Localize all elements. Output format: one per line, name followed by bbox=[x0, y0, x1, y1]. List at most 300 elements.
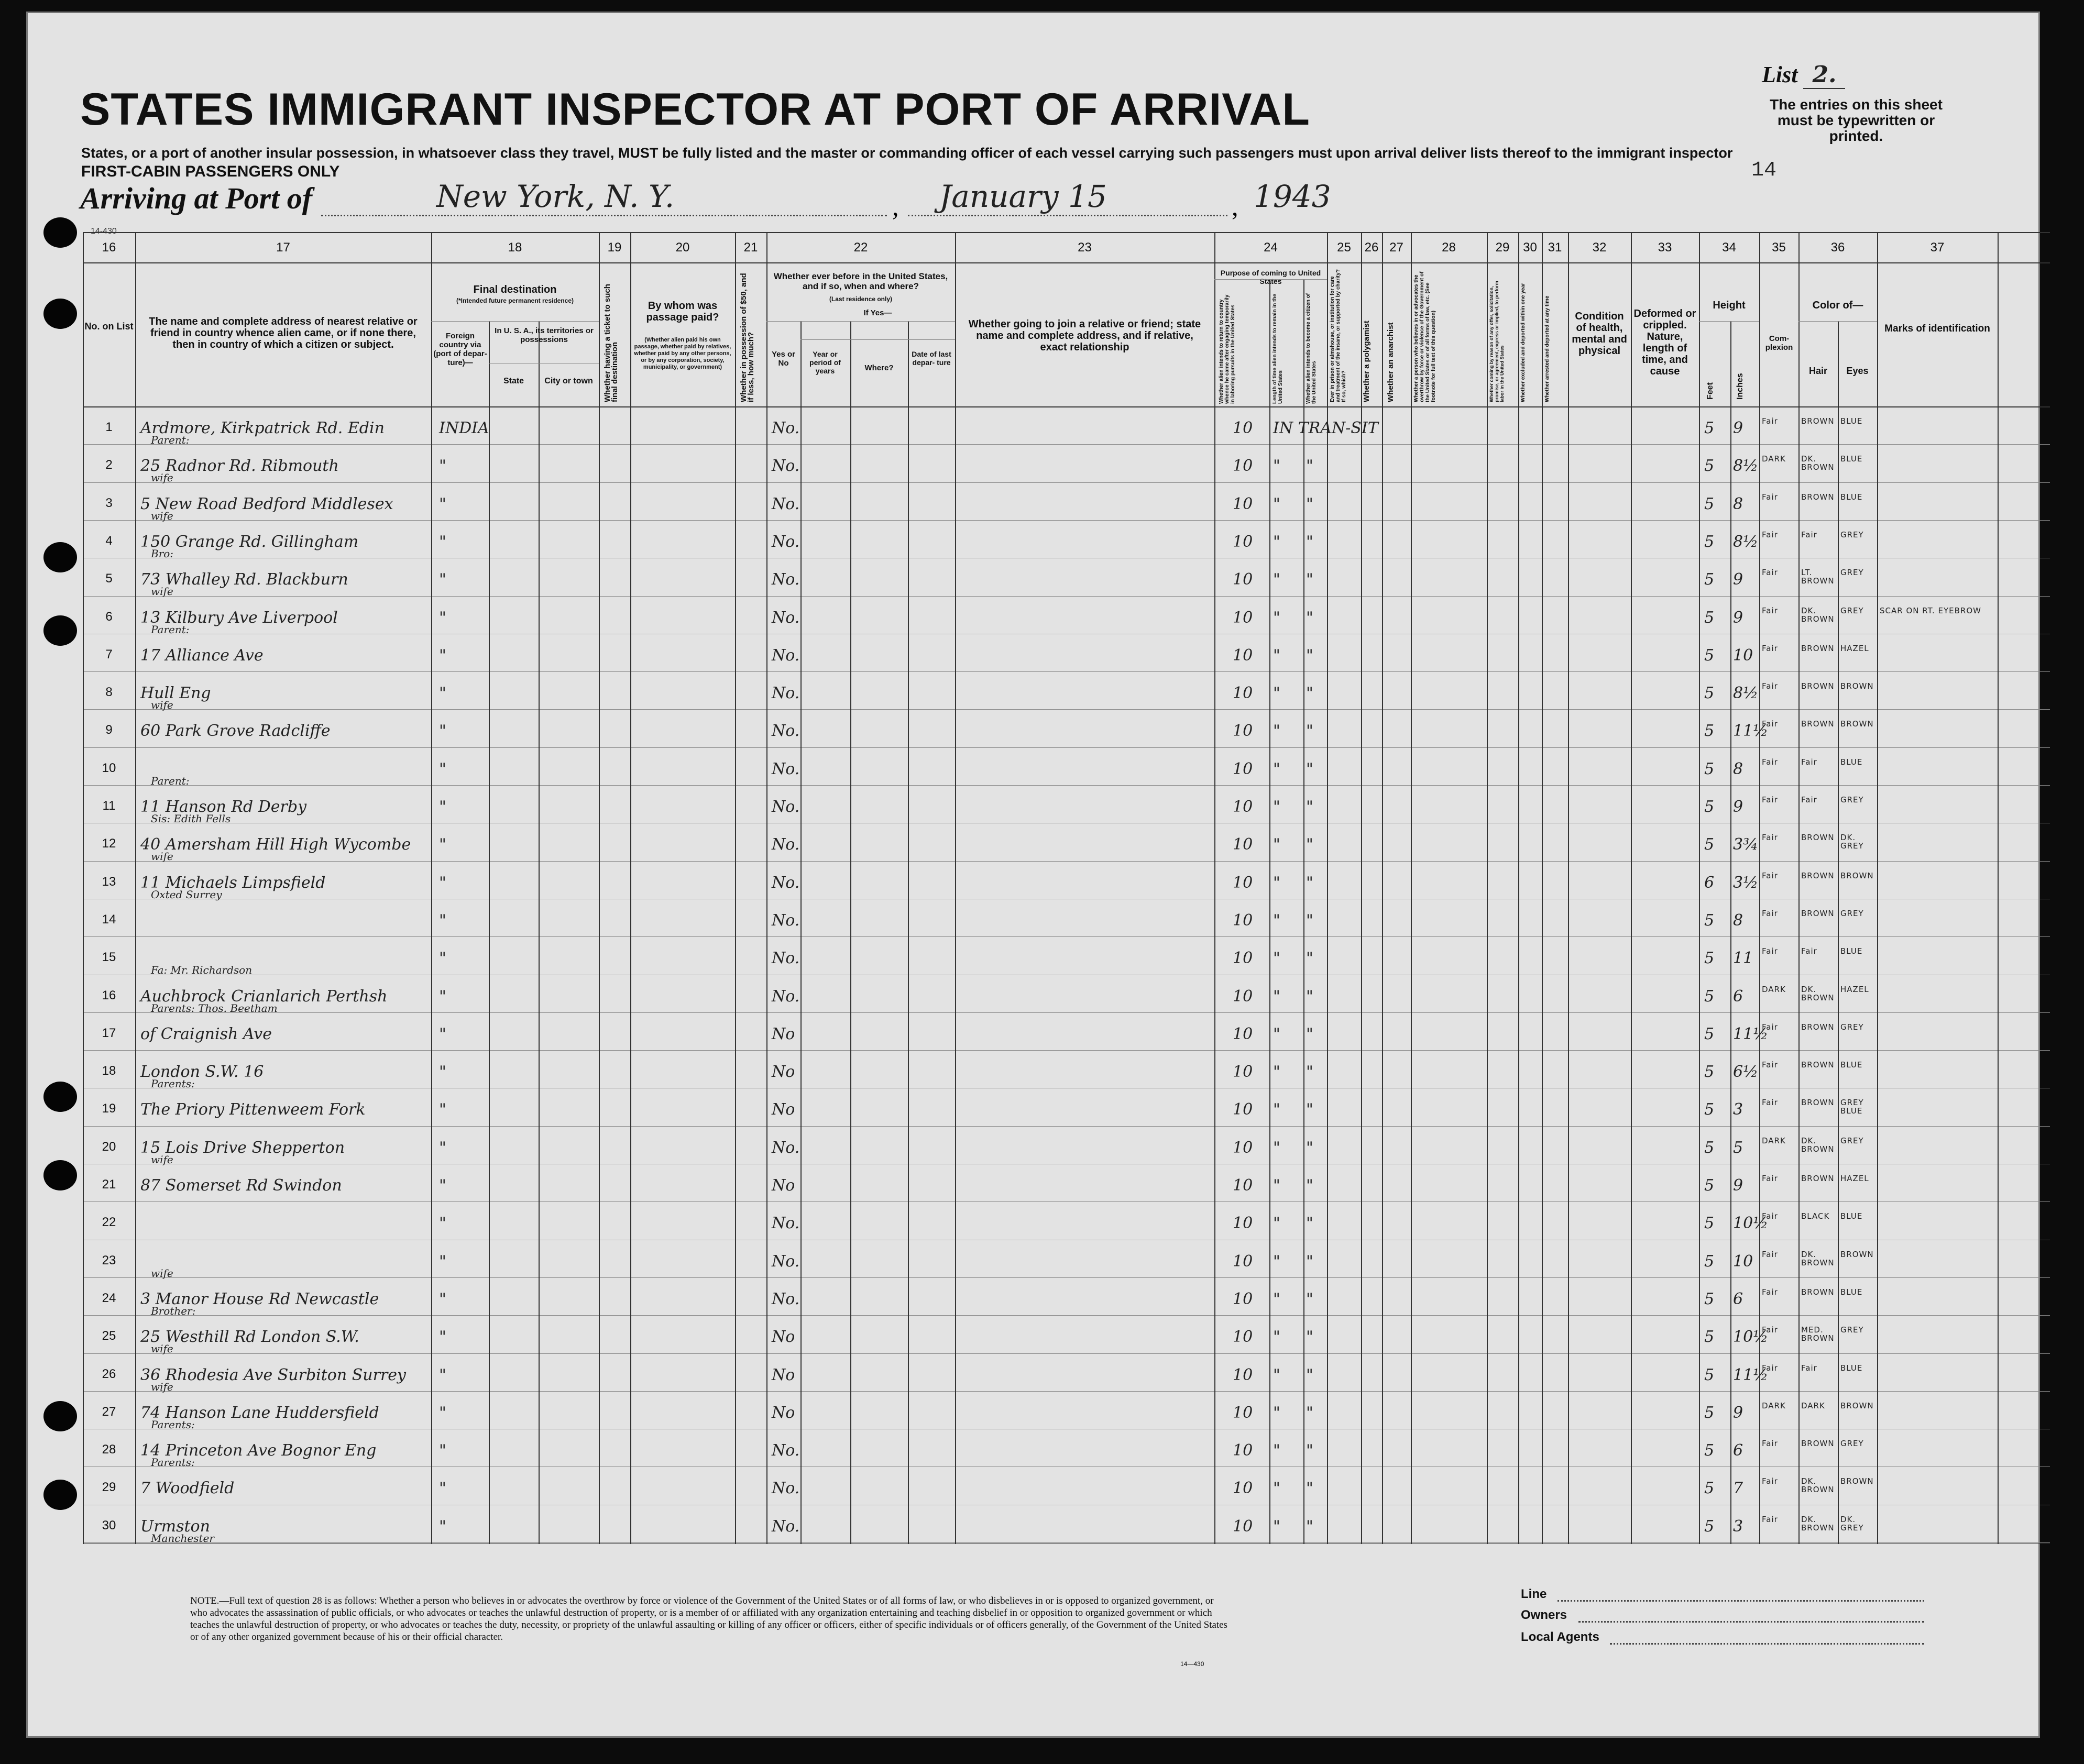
cell-addr: 25 Radnor Rd. Ribmouth bbox=[140, 457, 339, 476]
cell-comp: Fair bbox=[1762, 833, 1778, 843]
cell-yn: No. bbox=[772, 1517, 800, 1536]
col-num: 35 bbox=[1772, 240, 1786, 255]
cell-addr: 74 Hanson Lane Huddersfield bbox=[140, 1403, 379, 1422]
cell-in: 6½ bbox=[1733, 1063, 1759, 1082]
cell-ft: 5 bbox=[1704, 570, 1715, 589]
hdr-purpose-b: Length of time alien intends to remain in the United States bbox=[1272, 293, 1284, 404]
cell-addr-note: wife bbox=[151, 1342, 173, 1355]
cell-in: 10 bbox=[1733, 1252, 1753, 1271]
cell-comp: Fair bbox=[1762, 1211, 1778, 1221]
cell-yn: No. bbox=[772, 532, 800, 551]
cell-country: " bbox=[439, 1441, 446, 1460]
cell-comp: Fair bbox=[1762, 1174, 1778, 1183]
cell-ft: 5 bbox=[1704, 1517, 1715, 1536]
cell-ft: 5 bbox=[1704, 646, 1715, 665]
cell-p3: " bbox=[1306, 873, 1313, 892]
cell-yn: No. bbox=[772, 873, 800, 892]
cell-p3: " bbox=[1306, 1441, 1313, 1460]
cell-in: 8 bbox=[1733, 494, 1743, 513]
col-num: 32 bbox=[1592, 240, 1607, 255]
hdr-hair: Hair bbox=[1808, 366, 1827, 376]
cell-no: 12 bbox=[102, 836, 116, 851]
col-num: 33 bbox=[1658, 240, 1672, 255]
cell-addr: Auchbrock Crianlarich Perthsh bbox=[140, 987, 388, 1006]
cell-ft: 5 bbox=[1704, 1063, 1715, 1082]
cell-eyes: BROWN bbox=[1840, 681, 1874, 691]
hdr-city: City or town bbox=[544, 377, 593, 385]
hdr-by-whom: By whom was passage paid? bbox=[646, 300, 719, 323]
cell-in: 9 bbox=[1733, 798, 1743, 816]
cell-p1: 10 bbox=[1233, 608, 1253, 627]
cell-country: " bbox=[439, 1479, 446, 1498]
cell-comp: DARK bbox=[1762, 454, 1786, 464]
cell-comp: Fair bbox=[1762, 1249, 1778, 1259]
cell-hair: DK. BROWN bbox=[1801, 1135, 1835, 1154]
hdr-if-yes: If Yes— bbox=[863, 308, 892, 317]
cell-p1: 10 bbox=[1233, 646, 1253, 665]
cell-p2: " bbox=[1273, 1441, 1280, 1460]
cell-p3: " bbox=[1306, 1214, 1313, 1233]
typewritten-note: The entries on this sheet must be typewritten or printed. bbox=[1770, 96, 1943, 144]
cell-p2: " bbox=[1273, 1063, 1280, 1082]
cell-in: 11½ bbox=[1733, 722, 1769, 741]
hdr-complexion: Com- plexion bbox=[1765, 334, 1793, 352]
cell-comp: Fair bbox=[1762, 416, 1778, 426]
cell-addr-note: Sis: Edith Fells bbox=[151, 812, 231, 825]
cell-ft: 5 bbox=[1704, 798, 1715, 816]
col-num: 20 bbox=[675, 240, 690, 255]
cell-no: 9 bbox=[105, 723, 113, 737]
cell-yn: No bbox=[772, 1100, 795, 1119]
cell-in: 8½ bbox=[1733, 532, 1759, 551]
cell-eyes: GREY bbox=[1840, 1325, 1864, 1335]
col-num: 26 bbox=[1364, 240, 1379, 255]
list-label: List bbox=[1762, 62, 1798, 87]
cell-country: " bbox=[439, 608, 446, 627]
cell-in: 10½ bbox=[1733, 1328, 1769, 1347]
cell-p2: " bbox=[1273, 722, 1280, 741]
col-num: 34 bbox=[1722, 240, 1736, 255]
cell-p2: " bbox=[1273, 1214, 1280, 1233]
cell-hair: DK. BROWN bbox=[1801, 454, 1835, 472]
cell-p3: " bbox=[1306, 949, 1313, 968]
cell-no: 25 bbox=[102, 1329, 116, 1343]
cell-country: " bbox=[439, 835, 446, 854]
cell-p1: 10 bbox=[1233, 1441, 1253, 1460]
cell-country: " bbox=[439, 494, 446, 513]
cell-no: 6 bbox=[105, 609, 113, 624]
row-rule bbox=[83, 936, 2050, 937]
cell-hair: Fair bbox=[1801, 757, 1817, 767]
cell-no: 16 bbox=[102, 988, 116, 1002]
hdr-marks: Marks of identification bbox=[1884, 323, 1990, 334]
binder-hole-icon bbox=[43, 1160, 77, 1190]
cell-p1: 10 bbox=[1233, 1517, 1253, 1536]
col-num: 31 bbox=[1548, 240, 1562, 255]
cell-no: 8 bbox=[105, 685, 113, 700]
cell-yn: No bbox=[772, 1403, 795, 1422]
cell-no: 7 bbox=[105, 647, 113, 662]
cell-ft: 5 bbox=[1704, 494, 1715, 513]
cell-yn: No. bbox=[772, 911, 800, 930]
cell-yn: No. bbox=[772, 1138, 800, 1157]
col-num: 25 bbox=[1337, 240, 1351, 255]
cell-addr: 17 Alliance Ave bbox=[140, 646, 264, 665]
cell-addr: 150 Grange Rd. Gillingham bbox=[140, 532, 359, 551]
cell-yn: No. bbox=[772, 722, 800, 741]
cell-hair: Fair bbox=[1801, 530, 1817, 539]
cell-p1: 10 bbox=[1233, 532, 1253, 551]
cell-addr-note: Fa: Mr. Richardson bbox=[151, 964, 253, 977]
port-of-arrival: New York, N. Y. bbox=[436, 179, 675, 214]
cell-no: 15 bbox=[102, 950, 116, 965]
col-num: 22 bbox=[853, 240, 868, 255]
local-agents-label: Local Agents bbox=[1521, 1630, 1599, 1644]
cell-hair: BROWN bbox=[1801, 492, 1835, 502]
cell-comp: Fair bbox=[1762, 681, 1778, 691]
cell-in: 6 bbox=[1733, 1289, 1743, 1308]
cell-addr: 11 Hanson Rd Derby bbox=[140, 798, 307, 816]
cell-no: 24 bbox=[102, 1291, 116, 1305]
cell-country: " bbox=[439, 759, 446, 778]
cell-eyes: BROWN bbox=[1840, 1476, 1874, 1486]
binder-hole-icon bbox=[43, 299, 77, 329]
cell-eyes: DK. GREY bbox=[1840, 1514, 1864, 1533]
cell-p1: 10 bbox=[1233, 1479, 1253, 1498]
cell-p3: " bbox=[1306, 1479, 1313, 1498]
cell-eyes: BLUE bbox=[1840, 416, 1863, 426]
cell-eyes: HAZEL bbox=[1840, 1174, 1869, 1183]
hdr-ever-before: Whether ever before in the United States, and if so, when and where? bbox=[773, 271, 948, 291]
cell-in: 10 bbox=[1733, 646, 1753, 665]
hdr-inches: Inches bbox=[1736, 373, 1745, 400]
cell-addr: 14 Princeton Ave Bognor Eng bbox=[140, 1441, 377, 1460]
cell-eyes: GREY bbox=[1840, 1439, 1864, 1449]
cell-addr: 87 Somerset Rd Swindon bbox=[140, 1176, 342, 1195]
cell-ft: 5 bbox=[1704, 1024, 1715, 1043]
cell-comp: Fair bbox=[1762, 1514, 1778, 1524]
cell-addr-note: Parent: bbox=[151, 434, 190, 446]
cell-country: " bbox=[439, 873, 446, 892]
cell-p1: 10 bbox=[1233, 1289, 1253, 1308]
cell-eyes: BLUE bbox=[1840, 454, 1863, 464]
hdr-year-period: Year or period of years bbox=[809, 350, 841, 375]
hdr-by-whom-sub: (Whether alien paid his own passage, whether paid by relatives, whether paid by any other persons, or by any corporation, society, municipality, or government) bbox=[634, 337, 731, 370]
col-num: 16 bbox=[102, 240, 116, 255]
cell-eyes: BROWN bbox=[1840, 870, 1874, 880]
cell-p1: 10 bbox=[1233, 1100, 1253, 1119]
manifest-table bbox=[83, 232, 2050, 1544]
cell-no: 18 bbox=[102, 1064, 116, 1078]
line-label: Line bbox=[1521, 1587, 1547, 1601]
cell-ft: 5 bbox=[1704, 911, 1715, 930]
hdr-purpose-a: Whether alien intends to return to country whence he came after engaging temporarily in laboring pursuits in the United States bbox=[1219, 294, 1236, 404]
cell-p3: " bbox=[1306, 1328, 1313, 1347]
cell-hair: BROWN bbox=[1801, 681, 1835, 691]
cell-p3: " bbox=[1306, 1024, 1313, 1043]
cell-yn: No. bbox=[772, 949, 800, 968]
hdr-possession-50: Whether in possession of $50, and if less, how much? bbox=[739, 273, 755, 402]
cell-addr: 60 Park Grove Radcliffe bbox=[140, 722, 331, 741]
col-num: 23 bbox=[1078, 240, 1092, 255]
cell-eyes: BLUE bbox=[1840, 757, 1863, 767]
cell-p2: " bbox=[1273, 457, 1280, 476]
cell-no: 23 bbox=[102, 1253, 116, 1267]
binder-hole-icon bbox=[43, 1401, 77, 1431]
cell-addr-note: Parent: bbox=[151, 774, 190, 787]
cell-p2: " bbox=[1273, 987, 1280, 1006]
hdr-anarchist: Whether an anarchist bbox=[1386, 322, 1395, 402]
cell-addr-note: wife bbox=[151, 850, 173, 863]
cell-ft: 5 bbox=[1704, 419, 1715, 437]
cell-p3: " bbox=[1306, 1517, 1313, 1536]
cell-p3: " bbox=[1306, 759, 1313, 778]
manifest-sheet bbox=[26, 12, 2040, 1738]
cell-country: " bbox=[439, 646, 446, 665]
cell-hair: BROWN bbox=[1801, 908, 1835, 918]
hdr-deformed: Deformed or crippled. Nature, length of time, and cause bbox=[1633, 308, 1696, 377]
col-num: 37 bbox=[1930, 240, 1945, 255]
cell-p2: " bbox=[1273, 759, 1280, 778]
hdr-in-usa: In U. S. A., its territories or possessions bbox=[495, 326, 594, 344]
cell-country: " bbox=[439, 457, 446, 476]
cell-eyes: BLUE bbox=[1840, 946, 1863, 956]
cell-p2: " bbox=[1273, 684, 1280, 703]
cell-addr-note: Parents: bbox=[151, 1418, 195, 1431]
form-number: 14-430 bbox=[91, 227, 117, 236]
cell-p1: 10 bbox=[1233, 419, 1253, 437]
cell-no: 14 bbox=[102, 912, 116, 927]
cell-yn: No bbox=[772, 1365, 795, 1384]
cell-hair: DK. BROWN bbox=[1801, 1249, 1835, 1267]
arrival-year: 1943 bbox=[1254, 179, 1331, 214]
cell-comp: Fair bbox=[1762, 946, 1778, 956]
cell-p2: " bbox=[1273, 570, 1280, 589]
hdr-health: Condition of health, mental and physical bbox=[1572, 311, 1627, 357]
cell-comp: Fair bbox=[1762, 870, 1778, 880]
cell-no: 11 bbox=[102, 799, 116, 813]
cell-p1: 10 bbox=[1233, 1176, 1253, 1195]
cell-addr-note: wife bbox=[151, 1380, 173, 1393]
cell-hair: BROWN bbox=[1801, 870, 1835, 880]
hdr-ever-before-sub: (Last residence only) bbox=[829, 295, 893, 303]
cell-p2: " bbox=[1273, 949, 1280, 968]
hdr-yes-no: Yes or No bbox=[771, 350, 796, 368]
hdr-overthrow: Whether a person who believes in or advocates the overthrow by force or violence of the Government of the United States or of all forms of law, etc. (See footnote for full text of this question) bbox=[1413, 271, 1436, 402]
cell-hair: BROWN bbox=[1801, 719, 1835, 729]
cell-eyes: GREY bbox=[1840, 1135, 1864, 1145]
cell-p1: 10 bbox=[1233, 1403, 1253, 1422]
cell-in: 8½ bbox=[1733, 457, 1759, 476]
cell-comp: Fair bbox=[1762, 605, 1778, 615]
cell-in: 11½ bbox=[1733, 1365, 1769, 1384]
binder-hole-icon bbox=[43, 1480, 77, 1510]
cell-eyes: BLUE bbox=[1840, 1287, 1863, 1297]
cell-hair: BROWN bbox=[1801, 1098, 1835, 1108]
cell-hair: Fair bbox=[1801, 946, 1817, 956]
cell-p2: " bbox=[1273, 1479, 1280, 1498]
hdr-join-relative: Whether going to join a relative or friend; state name and complete address, and if relative, exact relationship bbox=[968, 318, 1201, 353]
cell-ft: 5 bbox=[1704, 1100, 1715, 1119]
cell-p2: " bbox=[1273, 1328, 1280, 1347]
sheet-number: 14 bbox=[1751, 159, 1777, 182]
hdr-height: Height bbox=[1713, 300, 1746, 311]
cell-p1: 10 bbox=[1233, 987, 1253, 1006]
cell-comp: Fair bbox=[1762, 757, 1778, 767]
cell-addr-note: wife bbox=[151, 1266, 173, 1280]
cell-comp: DARK bbox=[1762, 984, 1786, 994]
row-rule bbox=[83, 747, 2050, 748]
cell-no: 2 bbox=[105, 458, 113, 472]
cell-hair: Fair bbox=[1801, 1363, 1817, 1373]
cell-p2: " bbox=[1273, 798, 1280, 816]
col-num: 29 bbox=[1495, 240, 1510, 255]
cell-p3: " bbox=[1306, 684, 1313, 703]
cell-country: " bbox=[439, 911, 446, 930]
cell-p1: 10 bbox=[1233, 1024, 1253, 1043]
cell-in: 9 bbox=[1733, 419, 1743, 437]
cell-addr-note: wife bbox=[151, 585, 173, 598]
cell-p3: " bbox=[1306, 570, 1313, 589]
cell-eyes: BROWN bbox=[1840, 719, 1874, 729]
row-rule bbox=[83, 671, 2050, 672]
cell-country: " bbox=[439, 1138, 446, 1157]
cell-comp: Fair bbox=[1762, 1476, 1778, 1486]
cell-no: 21 bbox=[102, 1177, 116, 1192]
cell-comp: Fair bbox=[1762, 643, 1778, 653]
cell-p3: " bbox=[1306, 1403, 1313, 1422]
comma: , bbox=[1232, 192, 1238, 221]
cell-eyes: BLUE bbox=[1840, 1363, 1863, 1373]
cell-p1: 10 bbox=[1233, 1328, 1253, 1347]
cell-p3: " bbox=[1306, 532, 1313, 551]
cell-p2: " bbox=[1273, 1176, 1280, 1195]
cell-country: " bbox=[439, 1365, 446, 1384]
hdr-prison: Ever in prison or almshouse, or institution for care and treatment of the insane, or supported by charity? If so, which? bbox=[1330, 269, 1347, 402]
hdr-color-of: Color of— bbox=[1812, 300, 1863, 311]
cell-p2: " bbox=[1273, 1024, 1280, 1043]
cell-hair: BROWN bbox=[1801, 833, 1835, 843]
cell-addr-note: wife bbox=[151, 509, 173, 522]
binder-hole-icon bbox=[43, 542, 77, 572]
cell-no: 19 bbox=[102, 1101, 116, 1116]
cell-comp: Fair bbox=[1762, 1325, 1778, 1335]
list-value: 2. bbox=[1803, 61, 1845, 89]
cell-hair: Fair bbox=[1801, 795, 1817, 804]
col-num: 36 bbox=[1830, 240, 1845, 255]
cell-yn: No. bbox=[772, 570, 800, 589]
cell-p3: " bbox=[1306, 1176, 1313, 1195]
cell-no: 30 bbox=[102, 1518, 116, 1533]
cell-in: 6 bbox=[1733, 1441, 1743, 1460]
col-num: 18 bbox=[508, 240, 522, 255]
date-line bbox=[908, 215, 1227, 216]
arrival-date: January 15 bbox=[939, 179, 1107, 214]
col-num: 17 bbox=[276, 240, 290, 255]
cell-comp: Fair bbox=[1762, 1022, 1778, 1032]
cell-p2: " bbox=[1273, 835, 1280, 854]
cell-country: " bbox=[439, 1252, 446, 1271]
cell-addr-note: wife bbox=[151, 699, 173, 712]
cell-p3: " bbox=[1306, 722, 1313, 741]
cell-hair: BROWN bbox=[1801, 416, 1835, 426]
cell-p2: " bbox=[1273, 911, 1280, 930]
cell-comp: Fair bbox=[1762, 1363, 1778, 1373]
cell-country: " bbox=[439, 1214, 446, 1233]
cell-yn: No. bbox=[772, 798, 800, 816]
hdr-purpose-c: Whether alien intends to become a citizen of the United States bbox=[1306, 293, 1317, 404]
cell-addr-note: Bro: bbox=[151, 547, 174, 560]
footnote-form-ref: 14—430 bbox=[1180, 1660, 1204, 1668]
hdr-offer-labor: Whether coming by reason of any offer, solicitation, promise, or agreement, express or implied, to perform labor in the United States bbox=[1489, 281, 1505, 402]
cell-addr-note: Parents: bbox=[151, 1456, 195, 1469]
cell-addr-note: Parents: bbox=[151, 1077, 195, 1090]
colnum-rule bbox=[83, 262, 2050, 263]
cell-addr-note: wife bbox=[151, 471, 173, 484]
cell-p3: " bbox=[1306, 608, 1313, 627]
cell-p2: " bbox=[1273, 608, 1280, 627]
cell-hair: DARK bbox=[1801, 1401, 1825, 1410]
cell-country: " bbox=[439, 570, 446, 589]
cell-addr: 13 Kilbury Ave Liverpool bbox=[140, 608, 338, 627]
cell-ft: 5 bbox=[1704, 1479, 1715, 1498]
cell-p3: " bbox=[1306, 494, 1313, 513]
cell-marks: SCAR ON RT. EYEBROW bbox=[1880, 605, 1981, 615]
cell-in: 3½ bbox=[1733, 873, 1759, 892]
cell-p1: 10 bbox=[1233, 570, 1253, 589]
cell-p2: " bbox=[1273, 1100, 1280, 1119]
table-top-rule bbox=[83, 232, 2050, 233]
cell-no: 13 bbox=[102, 874, 116, 889]
cell-ft: 5 bbox=[1704, 608, 1715, 627]
cell-p2: " bbox=[1273, 494, 1280, 513]
cell-hair: BROWN bbox=[1801, 1287, 1835, 1297]
cell-p3: " bbox=[1306, 798, 1313, 816]
cell-no: 5 bbox=[105, 571, 113, 586]
cell-ft: 5 bbox=[1704, 1214, 1715, 1233]
cell-eyes: GREY BLUE bbox=[1840, 1098, 1864, 1116]
cell-eyes: GREY bbox=[1840, 795, 1864, 804]
list-number bbox=[1762, 61, 1845, 89]
cell-ft: 5 bbox=[1704, 722, 1715, 741]
cell-comp: Fair bbox=[1762, 568, 1778, 578]
form-title: STATES IMMIGRANT INSPECTOR AT PORT OF ARRIVAL bbox=[80, 84, 1310, 135]
cell-yn: No. bbox=[772, 1441, 800, 1460]
cell-in: 8 bbox=[1733, 759, 1743, 778]
cell-p1: 10 bbox=[1233, 722, 1253, 741]
cell-no: 1 bbox=[105, 420, 113, 434]
cell-p1: 10 bbox=[1233, 1063, 1253, 1082]
hdr-no-on-list: No. on List bbox=[84, 321, 134, 332]
cell-hair: BROWN bbox=[1801, 1439, 1835, 1449]
cell-eyes: BLUE bbox=[1840, 1211, 1863, 1221]
cell-p3: " bbox=[1306, 987, 1313, 1006]
cell-p1: 10 bbox=[1233, 1214, 1253, 1233]
binder-hole-icon bbox=[43, 217, 77, 248]
cell-addr: 7 Woodfield bbox=[140, 1479, 235, 1498]
cell-p1: 10 bbox=[1233, 949, 1253, 968]
cell-addr: London S.W. 16 bbox=[140, 1063, 264, 1082]
cell-ft: 5 bbox=[1704, 835, 1715, 854]
cell-yn: No. bbox=[772, 494, 800, 513]
cell-p3: " bbox=[1306, 1289, 1313, 1308]
col-num: 19 bbox=[607, 240, 622, 255]
cell-ft: 5 bbox=[1704, 1138, 1715, 1157]
cell-eyes: BROWN bbox=[1840, 1249, 1874, 1259]
cell-addr-note: Parents: Thos. Beetham bbox=[151, 1001, 278, 1015]
cell-yn: No. bbox=[772, 759, 800, 778]
cell-addr: Urmston bbox=[140, 1517, 210, 1536]
